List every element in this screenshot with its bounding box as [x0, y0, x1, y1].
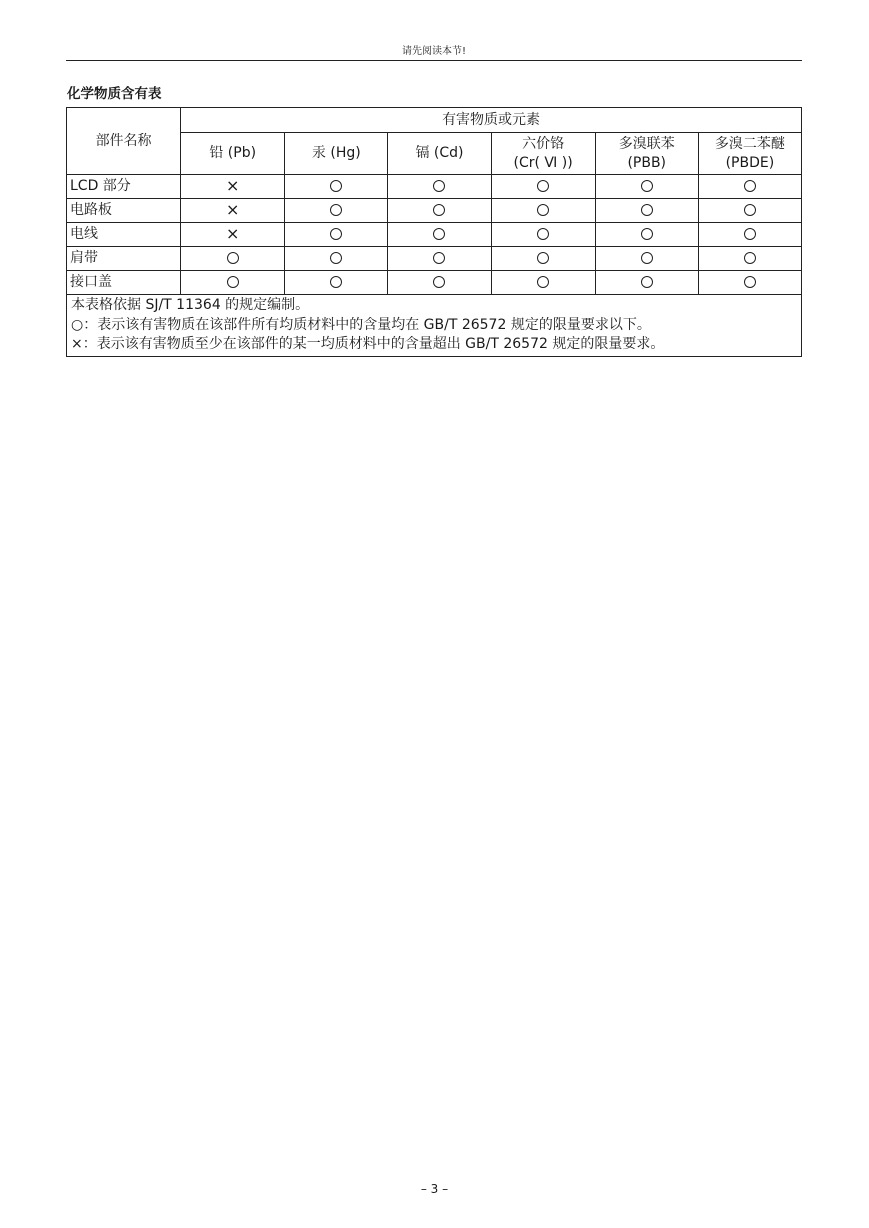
substance-cell [595, 271, 698, 295]
cross-mark: × [226, 176, 240, 195]
substance-cell [181, 271, 285, 295]
circle-mark-icon [744, 204, 756, 216]
part-name-header: 部件名称 [67, 108, 181, 175]
note-standard: 本表格依据 SJ/T 11364 的规定编制。 [71, 297, 310, 313]
substance-cell [595, 175, 698, 199]
part-name-cell: 电路板 [67, 199, 181, 223]
column-header-hg: 汞 (Hg) [285, 133, 388, 175]
circle-mark-icon [537, 180, 549, 192]
circle-mark-icon [330, 276, 342, 288]
substance-cell [491, 199, 595, 223]
part-name-cell: LCD 部分 [67, 175, 181, 199]
section-title: 化学物质含有表 [67, 86, 162, 102]
circle-mark-icon [537, 252, 549, 264]
circle-mark-icon [641, 180, 653, 192]
hazardous-substances-header: 有害物质或元素 [181, 108, 802, 133]
circle-mark-icon [330, 252, 342, 264]
substance-cell [388, 247, 491, 271]
circle-mark-icon [227, 252, 239, 264]
circle-mark-icon [330, 204, 342, 216]
substance-table [66, 107, 802, 357]
page-header: 请先阅读本节! [401, 46, 466, 57]
column-header-pb: 铅 (Pb) [181, 133, 285, 175]
substance-cell [491, 223, 595, 247]
circle-mark-icon [537, 276, 549, 288]
substance-cell [388, 223, 491, 247]
note-cross-meaning: ×：表示该有害物质至少在该部件的某一均质材料中的含量超出 GB/T 26572 规定的限量要求。 [71, 336, 665, 352]
column-header-cd: 镉 (Cd) [388, 133, 491, 175]
substance-cell [285, 247, 388, 271]
substance-cell [491, 271, 595, 295]
table-row [67, 223, 802, 247]
note-circle-meaning: ○：表示该有害物质在该部件所有均质材料中的含量均在 GB/T 26572 规定的限量要求以下。 [71, 316, 651, 333]
circle-mark-icon [433, 252, 445, 264]
substance-cell [595, 199, 698, 223]
substance-cell [388, 199, 491, 223]
column-header-pbb: 多溴联苯 (PBB) [595, 133, 698, 175]
page-number: – 3 – [420, 1182, 449, 1196]
circle-mark-icon [433, 204, 445, 216]
substance-cell [595, 223, 698, 247]
substance-cell [595, 247, 698, 271]
table-notes [67, 295, 802, 357]
table-row [67, 199, 802, 223]
part-name-cell: 肩带 [67, 247, 181, 271]
substance-cell [491, 247, 595, 271]
circle-mark-icon [744, 180, 756, 192]
circle-mark-icon [641, 276, 653, 288]
circle-mark-icon [641, 204, 653, 216]
substance-cell [388, 175, 491, 199]
substance-cell [181, 223, 285, 247]
substance-cell [285, 199, 388, 223]
substance-cell [181, 199, 285, 223]
table-row [67, 247, 802, 271]
substance-cell [181, 247, 285, 271]
table-row [67, 175, 802, 199]
substance-cell [285, 223, 388, 247]
circle-mark-icon [330, 228, 342, 240]
part-name-cell: 接口盖 [67, 271, 181, 295]
part-name-cell: 电线 [67, 223, 181, 247]
substance-cell [491, 175, 595, 199]
substance-cell [388, 271, 491, 295]
cross-mark: × [226, 200, 240, 219]
circle-mark-icon [641, 228, 653, 240]
substance-cell [285, 175, 388, 199]
table-row [67, 271, 802, 295]
header-rule [66, 60, 802, 61]
circle-mark-icon [330, 180, 342, 192]
substance-cell [698, 271, 801, 295]
substance-cell [181, 175, 285, 199]
substance-cell [698, 247, 801, 271]
circle-mark-icon [744, 276, 756, 288]
cross-mark: × [226, 224, 240, 243]
circle-mark-icon [744, 252, 756, 264]
circle-mark-icon [641, 252, 653, 264]
substance-cell [698, 175, 801, 199]
circle-mark-icon [537, 228, 549, 240]
circle-mark-icon [537, 204, 549, 216]
substance-cell [698, 199, 801, 223]
circle-mark-icon [227, 276, 239, 288]
substance-cell [698, 223, 801, 247]
circle-mark-icon [433, 228, 445, 240]
circle-mark-icon [433, 276, 445, 288]
circle-mark-icon [433, 180, 445, 192]
column-header-cr6: 六价铬 (Cr( Ⅵ )) [491, 133, 595, 175]
circle-mark-icon [744, 228, 756, 240]
column-header-pbde: 多溴二苯醚 (PBDE) [698, 133, 801, 175]
substance-cell [285, 271, 388, 295]
